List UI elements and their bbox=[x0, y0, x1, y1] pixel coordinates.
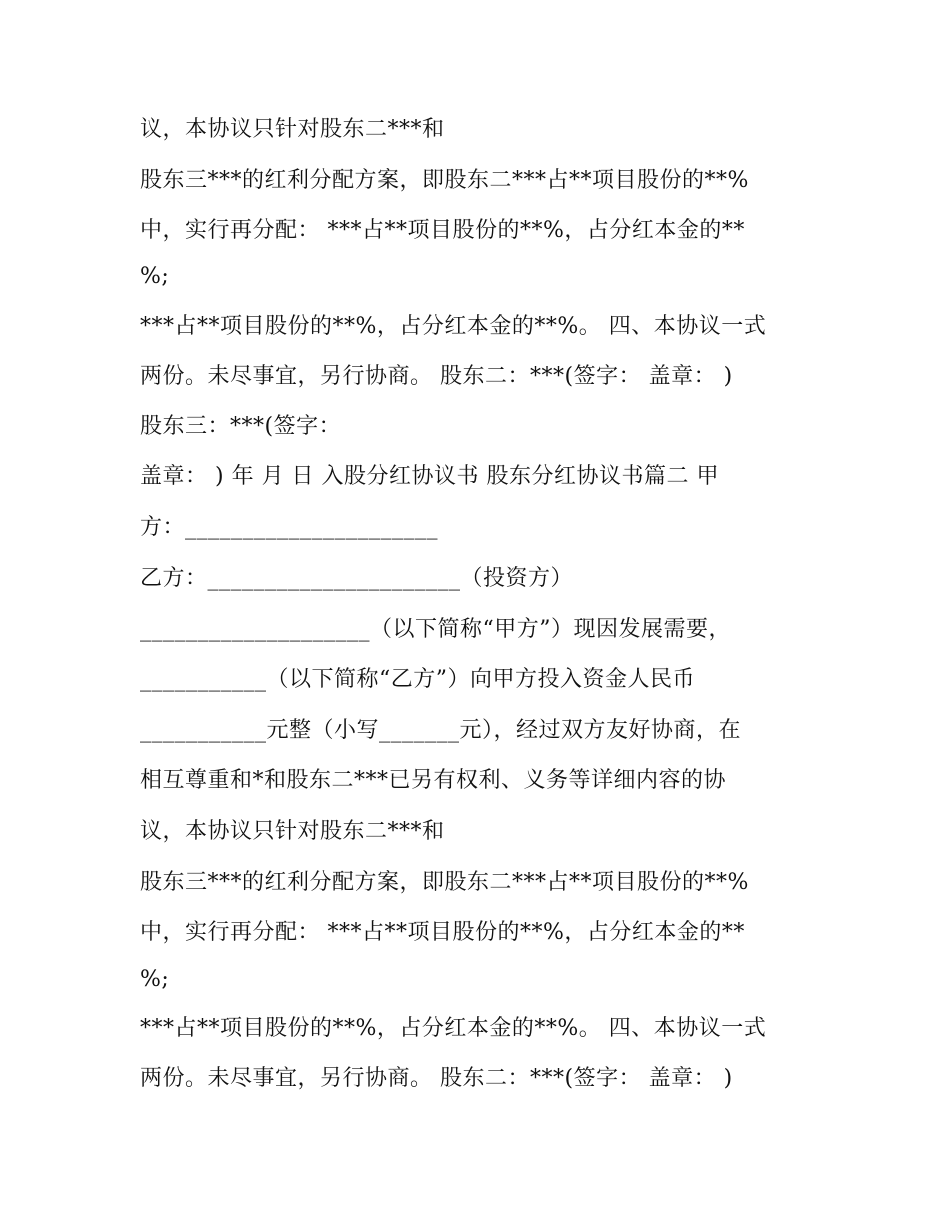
text-line: 股东三***的红利分配方案，即股东二***占**项目股份的**% bbox=[140, 168, 749, 193]
text-line: 两份。未尽事宜，另行协商。 股东二：***(签字： 盖章： ) bbox=[140, 364, 733, 389]
text-line: 议，本协议只针对股东二***和 bbox=[140, 819, 445, 844]
text-line: 议，本协议只针对股东二***和 bbox=[140, 117, 445, 142]
text-line: 股东三：***(签字： bbox=[140, 414, 342, 439]
text-line: 两份。未尽事宜，另行协商。 股东二：***(签字： 盖章： ) bbox=[140, 1066, 733, 1091]
text-line: ***占**项目股份的**%，占分红本金的**%。 四、本协议一式 bbox=[140, 314, 767, 339]
text-line: 中，实行再分配： ***占**项目股份的**%，占分红本金的** bbox=[140, 218, 745, 243]
text-line: ___________（以下简称“乙方”）向甲方投入资金人民币 bbox=[140, 667, 695, 692]
text-line: ___________元整（小写_______元），经过双方友好协商，在 bbox=[140, 718, 742, 743]
text-line: 乙方：______________________（投资方） bbox=[140, 566, 574, 591]
text-line: %; bbox=[140, 264, 170, 289]
text-line: %; bbox=[140, 967, 170, 992]
text-line: ____________________（以下简称“甲方”）现因发展需要， bbox=[140, 617, 731, 642]
text-line: 盖章： ) 年 月 日 入股分红协议书 股东分红协议书篇二 甲 bbox=[140, 464, 720, 489]
text-line: 相互尊重和*和股东二***已另有权利、义务等详细内容的协 bbox=[140, 768, 727, 793]
text-line: 中，实行再分配： ***占**项目股份的**%，占分红本金的** bbox=[140, 920, 745, 945]
text-line: 股东三***的红利分配方案，即股东二***占**项目股份的**% bbox=[140, 870, 749, 895]
text-line: 方：______________________ bbox=[140, 515, 439, 540]
text-line: ***占**项目股份的**%，占分红本金的**%。 四、本协议一式 bbox=[140, 1016, 767, 1041]
